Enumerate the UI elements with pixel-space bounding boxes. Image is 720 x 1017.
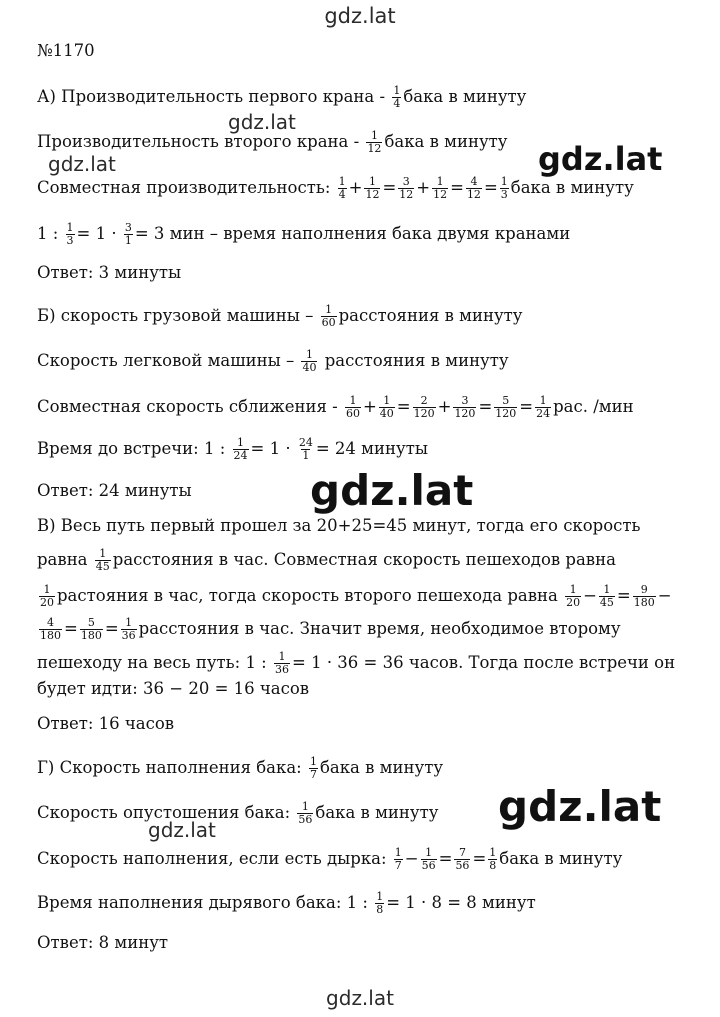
part-v-answer: Ответ: 16 часов [37,714,175,733]
text: = 1 · [250,439,296,458]
text: рас. /мин [553,397,634,416]
text: А) Производительность первого крана - [37,87,391,106]
fraction: $\frac{5}{120}$ [495,394,517,420]
text: = 1 · 8 = 8 минут [386,893,536,912]
watermark-large: gdz.lat [498,782,662,831]
text: Скорость наполнения, если есть дырка: [37,849,392,868]
watermark-small: gdz.lat [228,110,296,134]
fraction: $\frac{1}{8}$ [489,846,497,872]
fraction: $\frac{24}{1}$ [298,436,313,462]
operator: = [519,397,534,416]
operator: = [472,849,487,868]
task-number: №1170 [37,41,95,60]
fraction: $\frac{1}{7}$ [394,846,402,872]
fraction: $\frac{3}{12}$ [399,175,414,201]
part-b-line-1 [37,304,523,329]
operator: = [450,178,464,197]
operator: + [362,397,377,416]
part-b-line-2 [37,349,509,374]
text: равна [37,550,93,569]
text: Время наполнения дырявого бака: 1 : [37,893,374,912]
part-b-line-3 [37,395,634,420]
operator: + [437,397,452,416]
operator: = [64,619,78,638]
operator: − [657,586,672,605]
fraction: $\frac{1}{20}$ [40,583,54,609]
text: растояния в час, тогда скорость второго пешехода равна [57,586,564,605]
fraction: $\frac{1}{24}$ [536,394,551,420]
fraction: $\frac{4}{180}$ [40,616,61,642]
watermark-large: gdz.lat [538,140,663,178]
part-v-line-5 [37,651,675,676]
fraction: $\frac{1}{4}$ [338,175,346,201]
text: Скорость опустошения бака: [37,803,296,822]
part-v-line-4 [37,617,621,642]
part-g-answer: Ответ: 8 минут [37,933,169,952]
part-a-answer: Ответ: 3 минуты [37,263,182,282]
fraction: $\frac{1}{45}$ [599,583,614,609]
part-b-answer: Ответ: 24 минуты [37,481,192,500]
part-g-line-3 [37,847,622,872]
fraction: $\frac{1}{60}$ [345,394,360,420]
fraction: $\frac{3}{120}$ [454,394,476,420]
fraction: $\frac{9}{180}$ [633,583,655,609]
text: Б) скорость грузовой машины – [37,306,319,325]
text: расстояния в минуту [338,306,523,325]
operator: − [404,849,419,868]
text: Время до встречи: 1 : [37,439,231,458]
text: 1 : [37,224,64,243]
operator: = [438,849,453,868]
fraction: $\frac{1}{20}$ [566,583,581,609]
watermark-top: gdz.lat [324,4,396,28]
fraction: $\frac{1}{12}$ [367,129,382,155]
fraction: $\frac{1}{12}$ [433,175,448,201]
part-a-line-4 [37,222,570,247]
text: бака в минуту [315,803,439,822]
part-a-line-2 [37,130,508,155]
fraction: $\frac{1}{7}$ [309,755,317,781]
part-v-line-6: будет идти: 36 − 20 = 16 часов [37,679,310,698]
watermark-large: gdz.lat [310,466,474,515]
text: бака в минуту [510,178,634,197]
fraction: $\frac{1}{40}$ [302,348,317,374]
text: = 24 минуты [315,439,428,458]
text: = 1 · 36 = 36 часов. Тогда после встречи он [292,653,676,672]
operator: = [396,397,411,416]
fraction: $\frac{1}{4}$ [393,84,401,110]
part-v-line-2 [37,548,616,573]
operator: + [348,178,363,197]
text: бака в минуту [384,132,508,151]
part-a-line-1 [37,85,526,110]
part-g-line-2 [37,801,438,826]
watermark-small: gdz.lat [148,818,216,842]
fraction: $\frac{1}{3}$ [66,221,74,247]
text: = 1 · [76,224,122,243]
text: Совместная скорость сближения - [37,397,343,416]
operator: = [104,619,119,638]
fraction: $\frac{7}{56}$ [455,846,470,872]
text: расстояния в час. Совместная скорость пешеходов равна [112,550,616,569]
operator: − [583,586,597,605]
operator: = [616,586,631,605]
fraction: $\frac{1}{40}$ [379,394,394,420]
fraction: $\frac{5}{180}$ [80,616,102,642]
fraction: $\frac{4}{12}$ [466,175,481,201]
fraction: $\frac{1}{45}$ [95,547,110,573]
watermark-bottom: gdz.lat [326,986,394,1010]
fraction: $\frac{2}{120}$ [413,394,435,420]
fraction: $\frac{1}{60}$ [321,303,336,329]
part-g-line-4 [37,891,536,916]
operator: = [382,178,397,197]
text: Производительность второго крана - [37,132,365,151]
fraction: $\frac{1}{36}$ [121,616,136,642]
operator: = [483,178,498,197]
part-v-line-1: В) Весь путь первый прошел за 20+25=45 минут, тогда его скорость [37,516,641,535]
text: расстояния в час. Значит время, необходимое второму [138,619,621,638]
operator: = [478,397,493,416]
text: бака в минуту [499,849,623,868]
fraction: $\frac{3}{1}$ [124,221,132,247]
text: = 3 мин – время наполнения бака двумя кранами [134,224,571,243]
text: бака в минуту [403,87,527,106]
part-v-line-3 [37,584,672,609]
operator: + [416,178,431,197]
fraction: $\frac{1}{24}$ [233,436,248,462]
part-a-line-3 [37,176,634,201]
part-g-line-1 [37,756,443,781]
fraction: $\frac{1}{56}$ [298,800,313,826]
text: Скорость легковой машины – [37,351,300,370]
text: Совместная производительность: [37,178,336,197]
watermark-small: gdz.lat [48,152,116,176]
fraction: $\frac{1}{8}$ [376,890,384,916]
fraction: $\frac{1}{36}$ [275,650,289,676]
part-b-line-4 [37,437,428,462]
text: Г) Скорость наполнения бака: [37,758,307,777]
fraction: $\frac{1}{3}$ [500,175,508,201]
text: пешеходу на весь путь: 1 : [37,653,272,672]
fraction: $\frac{1}{12}$ [365,175,380,201]
text: бака в минуту [319,758,444,777]
fraction: $\frac{1}{56}$ [421,846,436,872]
text: расстояния в минуту [319,351,509,370]
